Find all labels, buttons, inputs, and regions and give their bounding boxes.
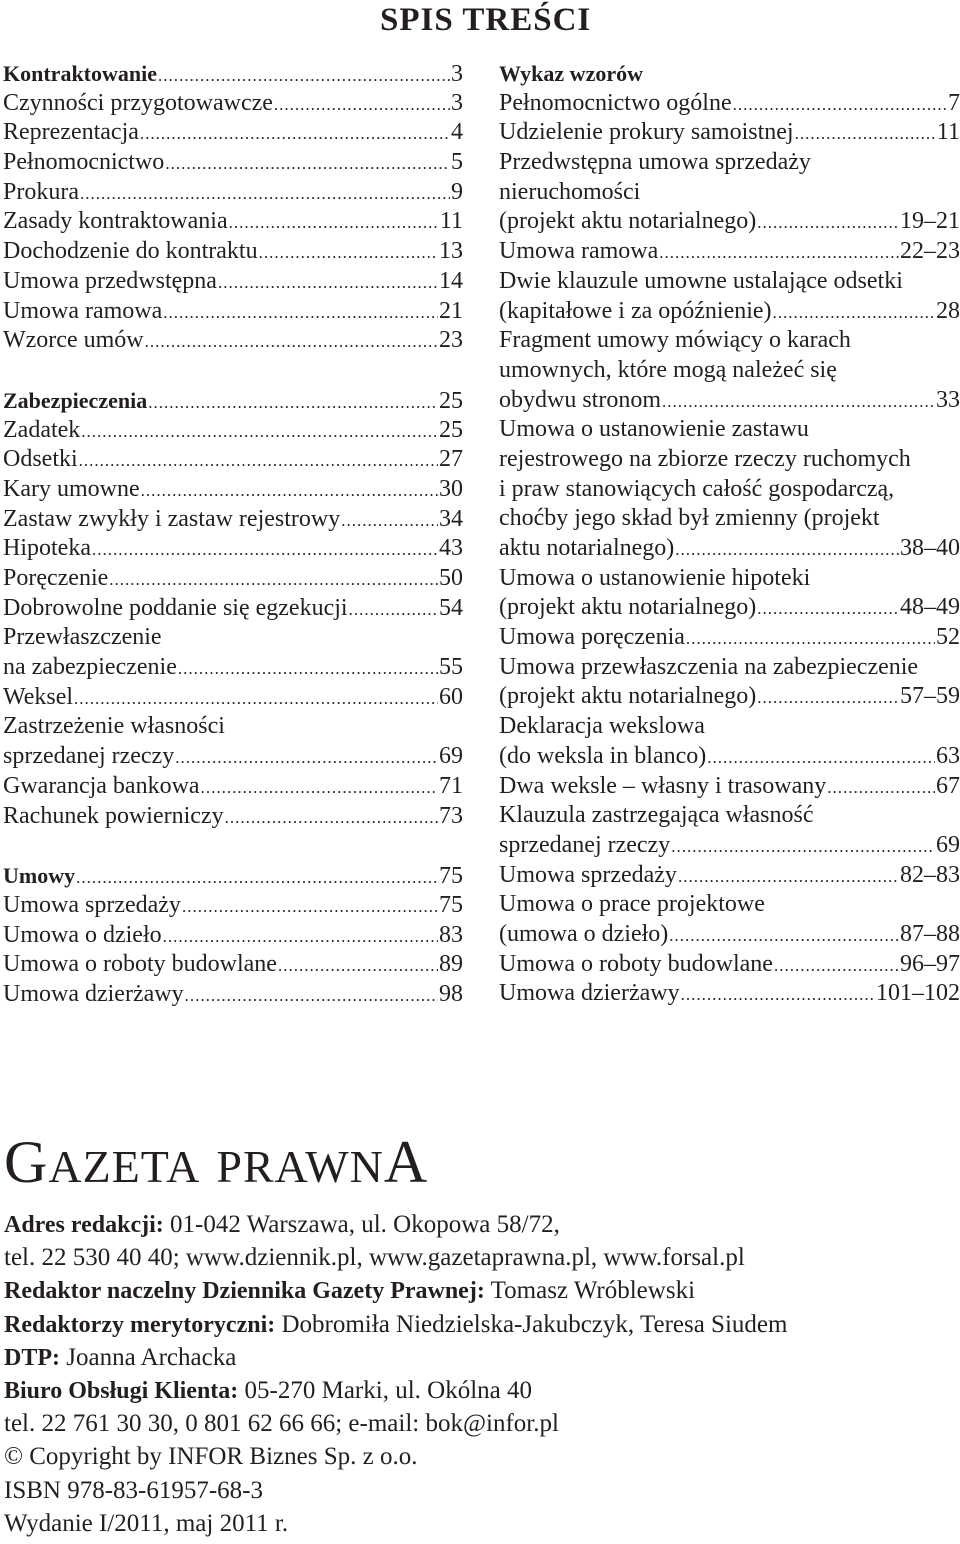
toc-entry — [499, 653, 960, 683]
toc-entry-label: Zadatek — [3, 416, 81, 443]
toc-entry — [3, 742, 463, 772]
imprint-text: ISBN 978-83-61957-68-3 — [4, 1476, 264, 1504]
toc-entry — [499, 564, 960, 594]
toc-entry — [3, 921, 463, 951]
imprint-label: Redaktor naczelny Dziennika Gazety Prawnej: — [4, 1278, 485, 1305]
toc-entry-page: 82–83 — [900, 861, 960, 888]
toc-entry — [3, 267, 463, 297]
toc-entry-page: 67 — [936, 772, 960, 799]
dot-leader — [827, 773, 935, 803]
toc-entry — [499, 742, 960, 772]
toc-entry-label: na zabezpieczenie — [3, 654, 177, 681]
toc-entry-label: Zastaw zwykły i zastaw rejestrowy — [3, 505, 341, 532]
toc-entry-label: Umowa o dzieło — [3, 921, 162, 948]
toc-entry-label: Umowa dzierżawy — [499, 980, 680, 1007]
dot-leader — [81, 417, 438, 447]
toc-entry-label: Kary umowne — [3, 475, 140, 502]
dot-leader — [278, 951, 438, 981]
dot-leader — [76, 863, 438, 893]
dot-leader — [165, 149, 450, 179]
toc-entry-label: Umowa przedwstępna — [3, 267, 217, 294]
toc-entry-page: 25 — [439, 416, 463, 443]
toc-right-column — [499, 59, 960, 1009]
toc-entry-label: Umowa poręczenia — [499, 624, 685, 651]
toc-entry-page: 52 — [936, 624, 960, 651]
toc-left-column — [3, 59, 463, 1010]
toc-entry-label: Wykaz wzorów — [499, 61, 643, 86]
toc-entry-label: Umowa o prace projektowe — [499, 891, 765, 918]
toc-entry — [3, 683, 463, 713]
imprint-line — [4, 1407, 954, 1440]
toc-entry — [499, 118, 960, 148]
toc-entry — [3, 445, 463, 475]
toc-entry — [499, 415, 960, 445]
toc-entry-page: 27 — [439, 446, 463, 473]
toc-entry-label: Umowa o roboty budowlane — [499, 950, 773, 977]
toc-entry — [499, 593, 960, 623]
toc-entry-label: Umowa dzierżawy — [3, 980, 184, 1007]
toc-entry-label: obydwu stronom — [499, 386, 661, 413]
dot-leader — [158, 61, 450, 91]
toc-entry — [3, 475, 463, 505]
dot-leader — [757, 683, 899, 713]
toc-entry-label: (umowa o dzieło) — [499, 920, 669, 947]
imprint-text: tel. 22 530 40 40; www.dziennik.pl, www.gazetaprawna.pl, www.forsal.pl — [4, 1244, 745, 1272]
toc-entry-label: Hipoteka — [3, 535, 91, 562]
dot-leader — [182, 892, 438, 922]
toc-entry-label: Poręczenie — [3, 565, 109, 591]
dot-leader — [675, 535, 899, 565]
toc-entry — [499, 534, 960, 564]
toc-entry-label: Dwa weksle – własny i trasowany — [499, 772, 827, 799]
toc-entry — [499, 475, 960, 505]
dot-leader — [757, 208, 899, 238]
dot-leader — [141, 476, 438, 506]
logo-part: A — [383, 1129, 429, 1195]
toc-entry-page: 21 — [439, 297, 463, 324]
dot-leader — [757, 594, 899, 624]
imprint-line — [4, 1507, 954, 1540]
toc-entry — [499, 623, 960, 653]
toc-entry — [3, 653, 463, 683]
dot-leader — [349, 595, 438, 625]
toc-entry-page: 28 — [936, 297, 960, 324]
toc-entry — [499, 772, 960, 802]
dot-leader — [671, 832, 935, 862]
toc-entry-page: 83 — [439, 921, 463, 948]
toc-entry — [3, 178, 463, 208]
toc-entry-label: i praw stanowiących całość gospodarczą, — [499, 475, 895, 502]
toc-entry-page: 69 — [439, 743, 463, 770]
toc-entry-label: (projekt aktu notarialnego) — [499, 683, 757, 710]
dot-leader — [341, 506, 438, 536]
dot-leader — [662, 387, 935, 417]
toc-entry-page: 11 — [936, 119, 960, 146]
toc-entry — [499, 89, 960, 119]
dot-leader — [795, 119, 936, 149]
toc-entry — [499, 237, 960, 267]
toc-entry-page: 43 — [439, 535, 463, 562]
toc-entry-label: Fragment umowy mówiący o karach — [499, 327, 851, 354]
toc-entry-page: 7 — [948, 89, 960, 116]
toc-entry — [3, 802, 463, 832]
toc-entry-label: (kapitałowe i za opóźnienie) — [499, 297, 772, 324]
toc-entry-label: Umowa ramowa — [3, 297, 163, 324]
toc-entry-page: 69 — [936, 831, 960, 858]
toc-entry — [499, 207, 960, 237]
toc-entry — [3, 89, 463, 119]
toc-entry-page: 75 — [439, 891, 463, 918]
toc-entry-label: Prokura — [3, 178, 79, 205]
toc-entry-page: 60 — [439, 683, 463, 710]
toc-entry-page: 5 — [451, 149, 463, 176]
toc-entry-label: (projekt aktu notarialnego) — [499, 594, 757, 621]
toc-entry — [499, 920, 960, 950]
imprint-text: Tomasz Wróblewski — [484, 1277, 696, 1305]
toc-entry — [499, 712, 960, 742]
imprint-label: DTP: — [4, 1344, 60, 1371]
toc-entry — [3, 207, 463, 237]
toc-entry — [499, 267, 960, 297]
toc-entry — [3, 148, 463, 178]
toc-entry-label: Zasady kontraktowania — [3, 208, 228, 235]
dot-leader — [178, 654, 438, 684]
toc-entry — [499, 297, 960, 327]
dot-leader — [79, 446, 438, 476]
toc-entry — [3, 297, 463, 327]
dot-leader — [201, 773, 438, 803]
dot-leader — [733, 90, 947, 120]
toc-entry-page: 87–88 — [900, 920, 960, 947]
toc-entry — [499, 950, 960, 980]
imprint-line — [4, 1474, 954, 1507]
dot-leader — [678, 862, 899, 892]
dot-leader — [259, 238, 438, 268]
imprint-line — [4, 1274, 954, 1307]
toc-entry — [3, 980, 463, 1010]
logo-part: PRAWN — [216, 1141, 384, 1192]
toc-entry — [3, 237, 463, 267]
imprint — [4, 1208, 954, 1540]
imprint-line — [4, 1208, 954, 1241]
dot-leader — [109, 565, 438, 595]
toc-entry — [499, 861, 960, 891]
toc-entry — [3, 534, 463, 564]
toc-section-heading — [3, 386, 463, 416]
dot-leader — [185, 981, 438, 1011]
imprint-text: 01-042 Warszawa, ul. Okopowa 58/72, — [163, 1211, 560, 1238]
toc-entry — [499, 445, 960, 475]
toc-entry — [3, 326, 463, 356]
toc-entry-label: Umowa sprzedaży — [499, 861, 677, 888]
toc-entry-label: umownych, które mogą należeć się — [499, 356, 837, 383]
section-gap — [3, 831, 463, 861]
imprint-label: Adres redakcji: — [4, 1212, 164, 1238]
dot-leader — [669, 921, 899, 951]
toc-entry-label: Reprezentacja — [3, 119, 139, 146]
toc-entry-label: rejestrowego na zbiorze rzeczy ruchomych — [499, 445, 911, 472]
imprint-line — [4, 1308, 954, 1341]
dot-leader — [145, 327, 438, 357]
toc-entry-page: 54 — [439, 594, 463, 621]
toc-entry-label: Odsetki — [3, 446, 78, 473]
toc-entry-page: 23 — [439, 327, 463, 354]
imprint-label: Redaktorzy merytoryczni: — [4, 1311, 276, 1338]
toc-entry-label: nieruchomości — [499, 178, 641, 205]
toc-entry-page: 11 — [439, 208, 463, 235]
toc-entry-label: Dochodzenie do kontraktu — [3, 238, 258, 265]
dot-leader — [163, 298, 438, 328]
toc-entry-label: Pełnomocnictwo — [3, 149, 165, 176]
dot-leader — [659, 238, 899, 268]
imprint-text: Joanna Archacka — [60, 1343, 237, 1371]
toc-entry-page: 89 — [439, 951, 463, 978]
imprint-text: © Copyright by INFOR Biznes Sp. z o.o. — [4, 1443, 418, 1471]
toc-entry — [499, 326, 960, 356]
imprint-line — [4, 1241, 954, 1274]
imprint-text: tel. 22 761 30 30, 0 801 62 66 66; e-mail: bok@infor.pl — [4, 1410, 559, 1438]
toc-entry-label: Umowa przewłaszczenia na zabezpieczenie — [499, 653, 919, 680]
toc-entry-label: Umowa sprzedaży — [3, 891, 181, 918]
dot-leader — [92, 535, 438, 565]
toc-entry-label: sprzedanej rzeczy — [499, 831, 671, 858]
toc-entry-page: 3 — [451, 61, 463, 87]
toc-entry — [3, 505, 463, 535]
toc-entry-label: Zastrzeżenie własności — [3, 713, 225, 740]
toc-entry — [3, 772, 463, 802]
toc-entry-page: 22–23 — [900, 238, 960, 265]
toc-entry-label: Wzorce umów — [3, 327, 144, 354]
imprint-text: Wydanie I/2011, maj 2011 r. — [4, 1509, 289, 1537]
toc-entry-label: Rachunek powierniczy — [3, 802, 224, 829]
imprint-line — [4, 1341, 954, 1374]
dot-leader — [148, 388, 438, 418]
dot-leader — [140, 119, 450, 149]
toc-entry-label: Pełnomocnictwo ogólne — [499, 89, 732, 116]
toc-entry-page: 4 — [451, 119, 463, 146]
toc-entry — [3, 118, 463, 148]
dot-leader — [80, 179, 450, 209]
toc-entry-label: Dobrowolne poddanie się egzekucji — [3, 594, 348, 621]
dot-leader — [707, 743, 935, 773]
toc-entry-label: aktu notarialnego) — [499, 535, 675, 561]
toc-entry-page: 19–21 — [900, 208, 960, 235]
toc-entry — [3, 950, 463, 980]
dot-leader — [686, 624, 935, 654]
toc-section-heading — [499, 59, 960, 89]
toc-entry-page: 73 — [439, 802, 463, 829]
toc-entry-label: Deklaracja wekslowa — [499, 713, 705, 740]
toc-entry-page: 48–49 — [900, 594, 960, 621]
toc-entry-label: Przedwstępna umowa sprzedaży — [499, 149, 811, 176]
imprint-line — [4, 1374, 954, 1407]
toc-entry — [499, 682, 960, 712]
section-gap — [3, 356, 463, 386]
toc-entry-page: 9 — [451, 178, 463, 205]
toc-entry-label: Umowy — [3, 863, 76, 889]
toc-entry-page: 57–59 — [900, 683, 960, 710]
gazeta-prawna-logo — [4, 1128, 428, 1197]
toc-entry-label: Umowa o ustanowienie hipoteki — [499, 564, 811, 591]
toc-entry-label: Weksel — [3, 683, 74, 710]
toc-entry-page: 101–102 — [876, 980, 960, 1007]
imprint-label: Biuro Obsługi Klienta: — [4, 1377, 239, 1404]
toc-entry-page: 14 — [439, 267, 463, 294]
toc-section-heading — [3, 59, 463, 89]
toc-entry — [3, 594, 463, 624]
toc-entry — [499, 386, 960, 416]
toc-entry-label: (do weksla in blanco) — [499, 742, 707, 769]
toc-entry-page: 34 — [439, 505, 463, 532]
toc-entry-page: 38–40 — [900, 535, 960, 561]
logo-part: G — [4, 1129, 49, 1195]
toc-entry-label: Dwie klauzule umowne ustalające odsetki — [499, 267, 903, 294]
toc-entry-page: 55 — [439, 654, 463, 681]
dot-leader — [774, 951, 899, 981]
toc-entry-page: 33 — [936, 386, 960, 413]
dot-leader — [229, 208, 439, 238]
toc-entry — [3, 623, 463, 653]
toc-entry — [499, 890, 960, 920]
toc-entry — [3, 564, 463, 594]
toc-entry-page: 75 — [439, 863, 463, 890]
toc-entry-label: Udzielenie prokury samoistnej — [499, 119, 794, 146]
toc-entry-page: 30 — [439, 475, 463, 502]
toc-entry-label: Przewłaszczenie — [3, 624, 162, 651]
toc-entry — [499, 831, 960, 861]
toc-entry-page: 25 — [439, 387, 463, 414]
dot-leader — [681, 980, 875, 1010]
dot-leader — [773, 298, 935, 328]
toc-entry-label: Klauzula zastrzegająca własność — [499, 802, 814, 829]
toc-entry-label: Gwarancja bankowa — [3, 772, 200, 799]
toc-entry — [499, 504, 960, 534]
dot-leader — [225, 803, 438, 833]
toc-entry-page: 96–97 — [900, 950, 960, 977]
toc-entry-label: (projekt aktu notarialnego) — [499, 208, 757, 235]
dot-leader — [175, 743, 438, 773]
toc-entry-page: 3 — [451, 89, 463, 116]
toc-entry — [499, 356, 960, 386]
toc-entry-page: 13 — [439, 238, 463, 265]
toc-entry-page: 63 — [936, 742, 960, 769]
toc-entry — [3, 712, 463, 742]
toc-entry — [499, 148, 960, 178]
toc-entry-label: Kontraktowanie — [3, 61, 157, 86]
dot-leader — [74, 684, 438, 714]
dot-leader — [163, 922, 438, 952]
toc-entry-label: Czynności przygotowawcze — [3, 89, 273, 116]
toc-entry — [499, 178, 960, 208]
toc-entry-label: Umowa o ustanowienie zastawu — [499, 416, 809, 443]
dot-leader — [218, 268, 438, 298]
imprint-text: 05-270 Marki, ul. Okólna 40 — [238, 1376, 532, 1404]
toc-entry-label: choćby jego skład był zmienny (projekt — [499, 505, 880, 532]
dot-leader — [274, 90, 450, 120]
toc-entry — [499, 979, 960, 1009]
toc-entry — [3, 891, 463, 921]
logo-part: AZETA — [48, 1141, 201, 1192]
toc-entry-label: Zabezpieczenia — [3, 387, 148, 413]
toc-entry-label: Umowa ramowa — [499, 238, 659, 265]
page-title: SPIS TREŚCI — [380, 2, 592, 38]
toc-entry-page: 98 — [439, 980, 463, 1007]
imprint-text: Dobromiła Niedzielska-Jakubczyk, Teresa Siudem — [275, 1310, 788, 1338]
imprint-line — [4, 1440, 954, 1473]
toc-entry — [3, 416, 463, 446]
toc-entry-page: 50 — [439, 565, 463, 591]
toc-entry-label: sprzedanej rzeczy — [3, 743, 175, 770]
toc-section-heading — [3, 861, 463, 891]
toc-entry — [499, 801, 960, 831]
toc-entry-label: Umowa o roboty budowlane — [3, 951, 277, 978]
toc-entry-page: 71 — [439, 772, 463, 799]
